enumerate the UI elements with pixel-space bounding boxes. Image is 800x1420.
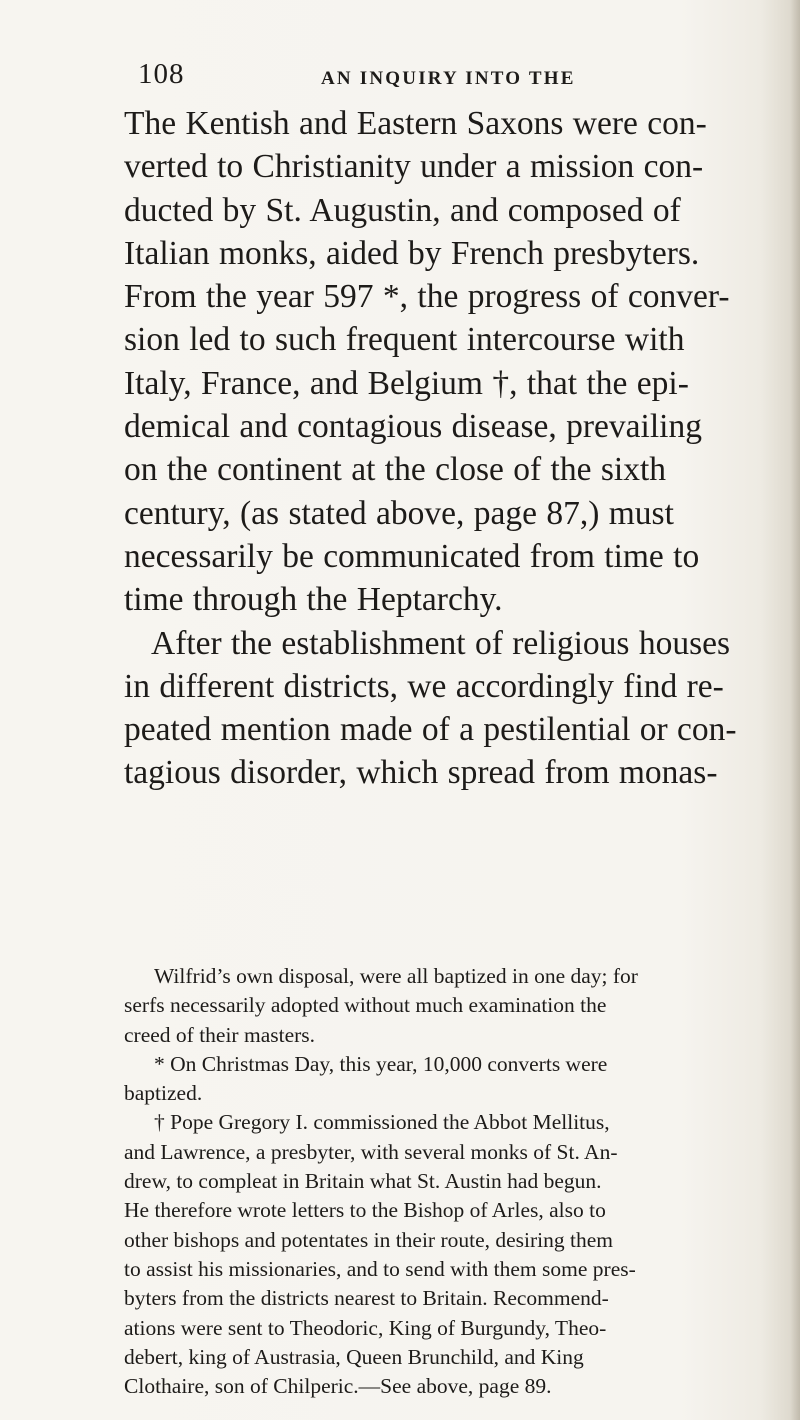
running-title: AN INQUIRY INTO THE — [321, 68, 576, 89]
page-number: 108 — [138, 58, 185, 90]
body-line: ducted by St. Augustin, and composed of — [124, 191, 681, 229]
body-line: demical and contagious disease, prevailing — [124, 408, 702, 446]
body-line: tagious disorder, which spread from monas- — [124, 754, 718, 792]
body-line: From the year 597 *, the progress of conver- — [124, 278, 730, 316]
footnote-christmas: * On Christmas Day, this year, 10,000 converts were — [154, 1051, 608, 1076]
main-text — [124, 102, 764, 795]
footnote-line: baptized. — [124, 1081, 203, 1106]
footnote-line: to assist his missionaries, and to send with them some pres- — [124, 1256, 636, 1281]
page-edge-shadow — [790, 0, 800, 1420]
footnote-line: creed of their masters. — [124, 1022, 316, 1047]
body-line: Italy, France, and Belgium †, that the epi- — [124, 364, 689, 402]
body-line: verted to Christianity under a mission con- — [124, 148, 704, 186]
body-line: Italian monks, aided by French presbyters. — [124, 234, 700, 272]
running-head — [138, 58, 668, 94]
footnote-line: ations were sent to Theodoric, King of Burgundy, Theo- — [124, 1315, 607, 1340]
footnote-line: drew, to compleat in Britain what St. Austin had begun. — [124, 1169, 602, 1194]
footnote-line: serfs necessarily adopted without much examination the — [124, 993, 607, 1018]
body-line: in different districts, we accordingly find re- — [124, 667, 724, 705]
body-line: necessarily be communicated from time to — [124, 537, 700, 575]
body-line: The Kentish and Eastern Saxons were con- — [124, 105, 707, 142]
footnote-line: Wilfrid’s own disposal, were all baptized in one day; for — [154, 964, 638, 988]
body-line: After the establishment of religious houses — [151, 624, 731, 662]
footnote-line: debert, king of Austrasia, Queen Brunchild, and King — [124, 1344, 584, 1369]
footnote-line: and Lawrence, a presbyter, with several monks of St. An- — [124, 1139, 618, 1164]
footnote-gregory: † Pope Gregory I. commissioned the Abbot Mellitus, — [154, 1110, 610, 1135]
body-line: century, (as stated above, page 87,) must — [124, 494, 674, 532]
body-line: sion led to such frequent intercourse with — [124, 321, 685, 359]
body-line: on the continent at the close of the sixth — [124, 451, 667, 489]
body-line: time through the Heptarchy. — [124, 581, 503, 619]
footnote-line: other bishops and potentates in their route, desiring them — [124, 1227, 614, 1252]
footnote-line: He therefore wrote letters to the Bishop of Arles, also to — [124, 1198, 606, 1223]
footnotes — [124, 962, 764, 1401]
footnote-line: Clothaire, son of Chilperic.—See above, page 89. — [124, 1374, 552, 1399]
body-line: peated mention made of a pestilential or con- — [124, 711, 737, 749]
footnote-line: byters from the districts nearest to Britain. Recommend- — [124, 1286, 609, 1311]
